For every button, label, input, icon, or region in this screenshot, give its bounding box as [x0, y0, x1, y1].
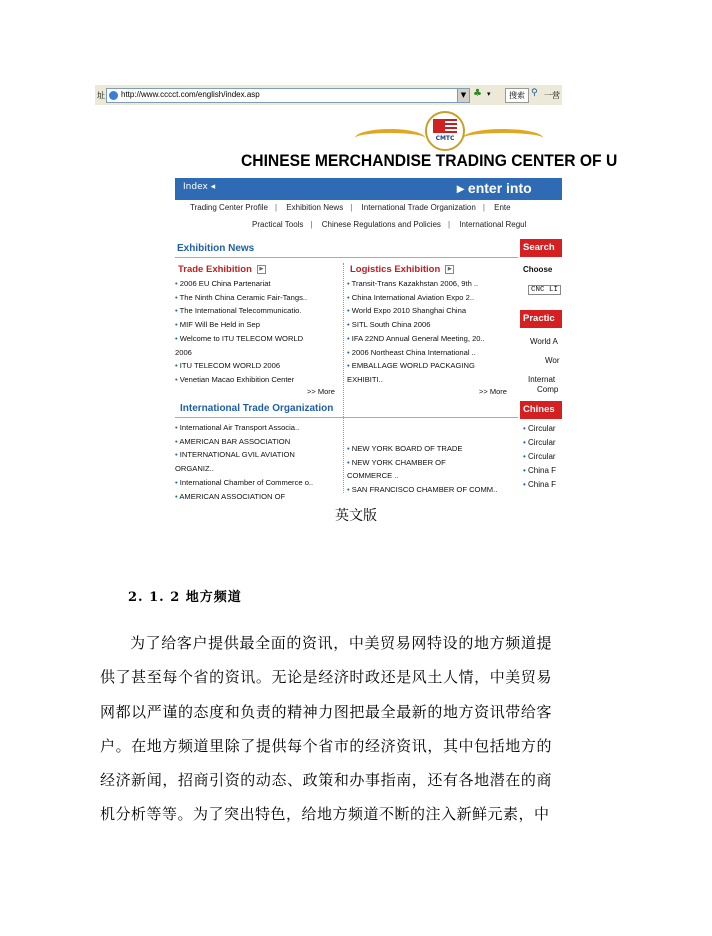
arrow-right-icon[interactable]: ▶: [257, 265, 266, 274]
practical-item[interactable]: Internat: [528, 375, 556, 384]
list-item[interactable]: • EMBALLAGE WORLD PACKAGING: [347, 359, 517, 373]
list-item-continued[interactable]: EXHIBITI..: [347, 374, 383, 384]
us-flag-icon: [445, 119, 457, 133]
search-extra-text: 一营: [544, 91, 560, 100]
browser-address-bar: [95, 85, 562, 106]
nav-link-tools[interactable]: Practical Tools: [252, 220, 304, 229]
list-item[interactable]: • IFA 22ND Annual General Meeting, 20..: [347, 332, 517, 346]
nav-links-row1: Trading Center Profile | Exhibition News | International Trade Organization | Ente: [190, 203, 511, 212]
list-item[interactable]: • SITL South China 2006: [347, 318, 517, 332]
logistics-exhibition-label: Logistics Exhibition: [350, 264, 441, 275]
practical-panel-header: Practic: [520, 310, 562, 328]
divider: [175, 417, 518, 418]
arrow-right-icon[interactable]: ▶: [445, 265, 454, 274]
nav-link-exhibition[interactable]: Exhibition News: [286, 203, 344, 212]
list-item[interactable]: • International Chamber of Commerce o..: [175, 476, 343, 490]
url-text: http://www.cccct.com/english/index.asp: [121, 90, 260, 99]
trade-org-right-list: [347, 442, 517, 497]
nav-index-link[interactable]: Index ◂: [183, 182, 216, 192]
list-item[interactable]: • 2006 Northeast China International ..: [347, 346, 517, 360]
main-navbar: [175, 178, 562, 200]
search-icon[interactable]: ⚲: [531, 88, 538, 98]
figure-caption: 英文版: [335, 508, 377, 524]
trade-exhibition-list: [175, 277, 335, 387]
list-item[interactable]: • Venetian Macao Exhibition Center: [175, 373, 335, 387]
chinese-item[interactable]: • Circular: [523, 452, 556, 461]
divider: [175, 257, 518, 258]
nav-link-profile[interactable]: Trading Center Profile: [190, 203, 268, 212]
china-flag-icon: [433, 119, 445, 133]
address-label: 址: [97, 91, 105, 100]
site-title: CHINESE MERCHANDISE TRADING CENTER OF U: [241, 151, 618, 170]
section-heading: 2. 1. 2 地方频道: [128, 590, 242, 605]
body-paragraph: 为了给客户提供最全面的资讯，中美贸易网特设的地方频道提供了甚至每个省的资讯。无论是经济时政还是风土人情，中美贸易网都以严谨的态度和负责的精神力图把最全最新的地方资讯带给客户。在地方频道里除了提供每个省市的经济资讯，其中包括地方的经济新闻，招商引资的动态、政策和办事指南，还有各地潜在的商机分析等等。为了突出特色，给地方频道不断的注入新鲜元素，中: [100, 634, 552, 824]
practical-item[interactable]: World A: [530, 337, 558, 346]
trade-org-title: International Trade Organization: [180, 403, 334, 414]
list-item[interactable]: • AMERICAN BAR ASSOCIATION: [175, 435, 343, 449]
list-item-continued[interactable]: 2006: [175, 347, 192, 357]
column-divider: [343, 263, 344, 493]
ie-page-icon: [109, 91, 118, 100]
logo-text: CMTC: [435, 135, 455, 142]
list-item[interactable]: • NEW YORK CHAMBER OF: [347, 456, 517, 470]
more-link[interactable]: >> More: [307, 387, 335, 396]
trade-exhibition-label: Trade Exhibition: [178, 264, 252, 275]
chinese-item[interactable]: • Circular: [523, 424, 556, 433]
go-arrow-icon[interactable]: ♣: [473, 88, 482, 99]
nav-link-enter[interactable]: Ente: [494, 203, 511, 212]
list-item[interactable]: • International Air Transport Associa..: [175, 421, 343, 435]
chinese-item[interactable]: • China F: [523, 480, 557, 489]
trade-org-left-list: [175, 421, 343, 503]
list-item-continued[interactable]: COMMERCE ..: [347, 471, 399, 481]
logistics-exhibition-list: [347, 277, 517, 387]
chinese-item-label: Circular: [528, 438, 556, 447]
list-item[interactable]: • World Expo 2010 Shanghai China: [347, 304, 517, 318]
chevron-down-icon[interactable]: ▼: [457, 89, 469, 102]
list-item-continued[interactable]: ORGANIZ..: [175, 464, 214, 474]
decorative-swoosh: [463, 129, 543, 147]
chinese-item-label: Circular: [528, 452, 556, 461]
list-item[interactable]: • The Ninth China Ceramic Fair-Tangs..: [175, 291, 335, 305]
website-screenshot: [95, 85, 618, 501]
search-button[interactable]: 搜索: [505, 88, 529, 103]
list-item[interactable]: • MIF Will Be Held in Sep: [175, 318, 335, 332]
chinese-item[interactable]: • China F: [523, 466, 557, 475]
chinese-item-label: China F: [528, 480, 557, 489]
chinese-item-label: China F: [528, 466, 557, 475]
nav-link-trade-org[interactable]: International Trade Organization: [361, 203, 476, 212]
chinese-item-label: Circular: [528, 424, 556, 433]
decorative-swoosh: [355, 129, 425, 147]
nav-link-regulations[interactable]: Chinese Regulations and Policies: [321, 220, 441, 229]
cmtc-logo: [425, 111, 465, 151]
choose-label: Choose: [523, 265, 553, 274]
list-item[interactable]: • NEW YORK BOARD OF TRADE: [347, 442, 517, 456]
practical-item[interactable]: Wor: [545, 356, 560, 365]
trade-exhibition-title[interactable]: [178, 264, 266, 275]
logistics-exhibition-title[interactable]: [350, 264, 454, 275]
list-item[interactable]: • INTERNATIONAL GVIL AVIATION: [175, 448, 343, 462]
list-item[interactable]: • ITU TELECOM WORLD 2006: [175, 359, 335, 373]
site-banner: [95, 105, 618, 173]
url-field[interactable]: [106, 88, 470, 103]
nav-link-intl-regul[interactable]: International Regul: [459, 220, 527, 229]
chinese-item[interactable]: • Circular: [523, 438, 556, 447]
list-item[interactable]: • 2006 EU China Partenariat: [175, 277, 335, 291]
exhibition-news-title: Exhibition News: [177, 243, 255, 254]
list-item[interactable]: • Welcome to ITU TELECOM WORLD: [175, 332, 335, 346]
search-panel-header: Search: [520, 239, 562, 257]
choose-select[interactable]: CNC LI: [528, 285, 561, 295]
more-link[interactable]: >> More: [479, 387, 507, 396]
list-item[interactable]: • AMERICAN ASSOCIATION OF: [175, 490, 343, 504]
chevron-down-icon[interactable]: ▾: [487, 90, 491, 98]
right-panel: [520, 237, 562, 495]
nav-enter-link[interactable]: ▸ enter into: [457, 180, 532, 196]
list-item[interactable]: • SAN FRANCISCO CHAMBER OF COMM..: [347, 483, 517, 497]
nav-links-row2: Practical Tools | Chinese Regulations and Policies | International Regul: [252, 220, 527, 229]
list-item[interactable]: • Transit-Trans Kazakhstan 2006, 9th ..: [347, 277, 517, 291]
list-item[interactable]: • The International Telecommunicatio.: [175, 304, 335, 318]
list-item[interactable]: • China International Aviation Expo 2..: [347, 291, 517, 305]
practical-item[interactable]: Comp: [537, 385, 559, 394]
chinese-panel-header: Chines: [520, 401, 562, 419]
